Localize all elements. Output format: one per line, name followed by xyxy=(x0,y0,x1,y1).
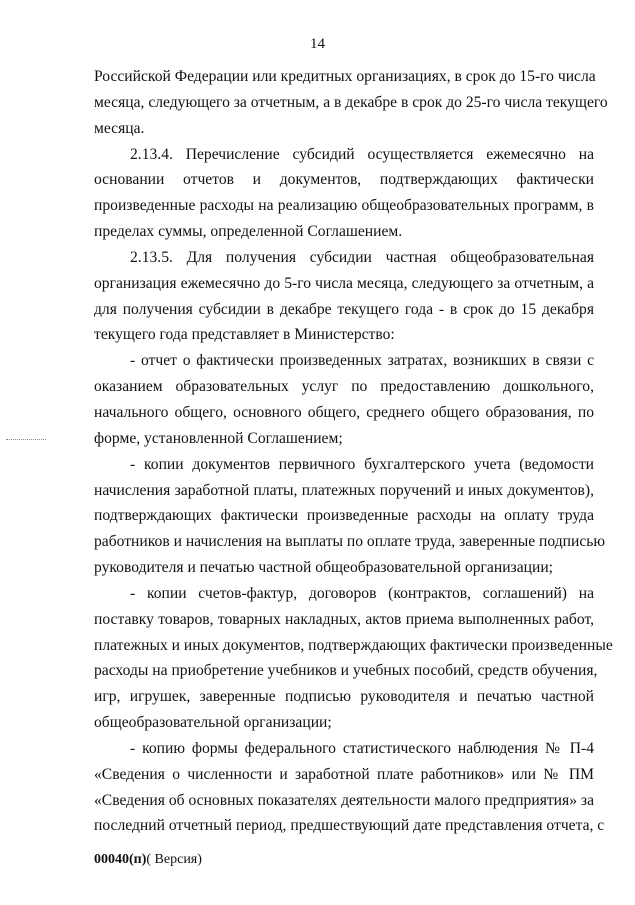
footer-code-number: 00040(п) xyxy=(94,852,147,867)
text-line: «Сведения о численности и заработной плате работников» или № ПМ xyxy=(94,765,594,783)
page-number: 14 xyxy=(310,36,325,52)
text-line: месяца. xyxy=(94,119,145,137)
text-line: игр, игрушек, заверенные подписью руководителя и печатью частной xyxy=(94,688,594,706)
footer-version: ( Версия) xyxy=(146,852,202,867)
text-line: основании отчетов и документов, подтверждающих фактически xyxy=(94,171,594,189)
text-line: работников и начисления на выплаты по оплате труда, заверенные подписью xyxy=(94,533,606,551)
text-line: начального общего, основного общего, среднего общего образования, по xyxy=(94,403,594,421)
text-line: подтверждающих фактически произведенные расходы на оплату труда xyxy=(94,507,594,525)
text-line: начисления заработной платы, платежных поручений и иных документов), xyxy=(94,481,594,499)
margin-mark xyxy=(6,439,46,440)
text-line: расходы на приобретение учебников и учебных пособий, средств обучения, xyxy=(94,662,598,680)
text-line: Российской Федерации или кредитных организациях, в срок до 15-го числа xyxy=(94,68,596,85)
text-line: - копии счетов-фактур, договоров (контрактов, соглашений) на xyxy=(130,584,594,602)
text-line: 2.13.5. Для получения субсидии частная общеобразовательная xyxy=(130,248,594,266)
text-line: 2.13.4. Перечисление субсидий осуществляется ежемесячно на xyxy=(130,145,594,163)
text-line: пределах суммы, определенной Соглашением. xyxy=(94,223,403,241)
text-line: руководителя и печатью частной общеобразовательной организации; xyxy=(94,559,553,577)
text-line: для получения субсидии в декабре текущего года - в срок до 15 декабря xyxy=(94,300,594,318)
text-line: текущего года представляет в Министерство: xyxy=(94,326,395,344)
text-line: поставку товаров, товарных накладных, актов приема выполненных работ, xyxy=(94,610,594,628)
text-line: - копию формы федерального статистического наблюдения № П-4 xyxy=(130,739,594,757)
text-line: произведенные расходы на реализацию общеобразовательных программ, в xyxy=(94,197,594,215)
text-line: платежных и иных документов, подтверждающих фактически произведенные xyxy=(94,636,613,654)
text-line: месяца, следующего за отчетным, а в декабре в срок до 25-го числа текущего xyxy=(94,93,608,111)
footer-code xyxy=(94,852,202,868)
document-body xyxy=(94,64,613,839)
text-line: организация ежемесячно до 5-го числа месяца, следующего за отчетным, а xyxy=(94,274,594,292)
text-line: общеобразовательной организации; xyxy=(94,714,332,732)
text-line: «Сведения об основных показателях деятельности малого предприятия» за xyxy=(94,791,594,809)
text-line: оказанием образовательных услуг по предоставлению дошкольного, xyxy=(94,378,594,396)
text-line: последний отчетный период, предшествующий дате представления отчета, с xyxy=(94,817,605,835)
text-line: - отчет о фактически произведенных затратах, возникших в связи с xyxy=(130,352,594,370)
text-line: - копии документов первичного бухгалтерского учета (ведомости xyxy=(130,455,594,473)
text-line: форме, установленной Соглашением; xyxy=(94,429,343,447)
